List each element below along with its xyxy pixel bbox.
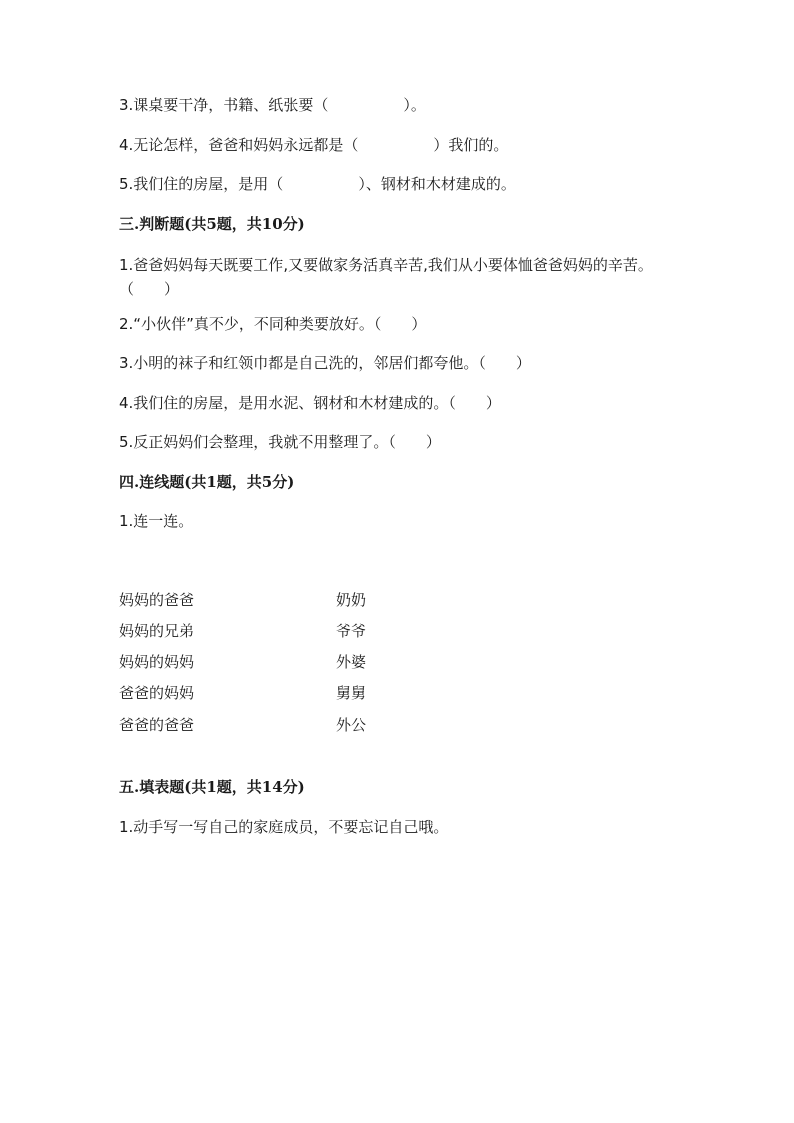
- matching-left-item: 妈妈的兄弟: [119, 622, 195, 640]
- matching-right-item: 舅舅: [336, 684, 367, 702]
- true-false-item-5: 5.反正妈妈们会整理，我就不用整理了。（ ）: [119, 433, 441, 451]
- matching-right-item: 外公: [336, 716, 367, 734]
- matching-left-item: 妈妈的妈妈: [119, 653, 195, 671]
- matching-right-item: 外婆: [336, 653, 367, 671]
- matching-right-item: 爷爷: [336, 622, 367, 640]
- matching-right-item: 奶奶: [336, 591, 367, 609]
- matching-instruction: 1.连一连。: [119, 512, 194, 530]
- table-fill-instruction: 1.动手写一写自己的家庭成员，不要忘记自己哦。: [119, 818, 449, 836]
- fill-blank-item-4: 4.无论怎样，爸爸和妈妈永远都是（ ）我们的。: [119, 136, 509, 154]
- matching-left-item: 妈妈的爸爸: [119, 591, 195, 609]
- fill-blank-item-3: 3.课桌要干净，书籍、纸张要（ ）。: [119, 96, 426, 114]
- true-false-item-3: 3.小明的袜子和红领巾都是自己洗的，邻居们都夸他。（ ）: [119, 354, 531, 372]
- fill-blank-item-5: 5.我们住的房屋，是用（ ）、钢材和木材建成的。: [119, 175, 516, 193]
- matching-left-item: 爸爸的爸爸: [119, 716, 195, 734]
- matching-left-item: 爸爸的妈妈: [119, 684, 195, 702]
- matching-heading: 四.连线题(共1题，共5分): [119, 473, 295, 491]
- true-false-item-1: 1.爸爸妈妈每天既要工作,又要做家务活真辛苦,我们从小要体恤爸爸妈妈的辛苦。（ ）: [119, 256, 653, 298]
- true-false-item-2: 2.“小伙伴”真不少，不同种类要放好。（ ）: [119, 315, 427, 333]
- true-false-item-4: 4.我们住的房屋，是用水泥、钢材和木材建成的。（ ）: [119, 394, 501, 412]
- table-fill-heading: 五.填表题(共1题，共14分): [119, 778, 305, 796]
- true-false-heading: 三.判断题(共5题，共10分): [119, 215, 305, 233]
